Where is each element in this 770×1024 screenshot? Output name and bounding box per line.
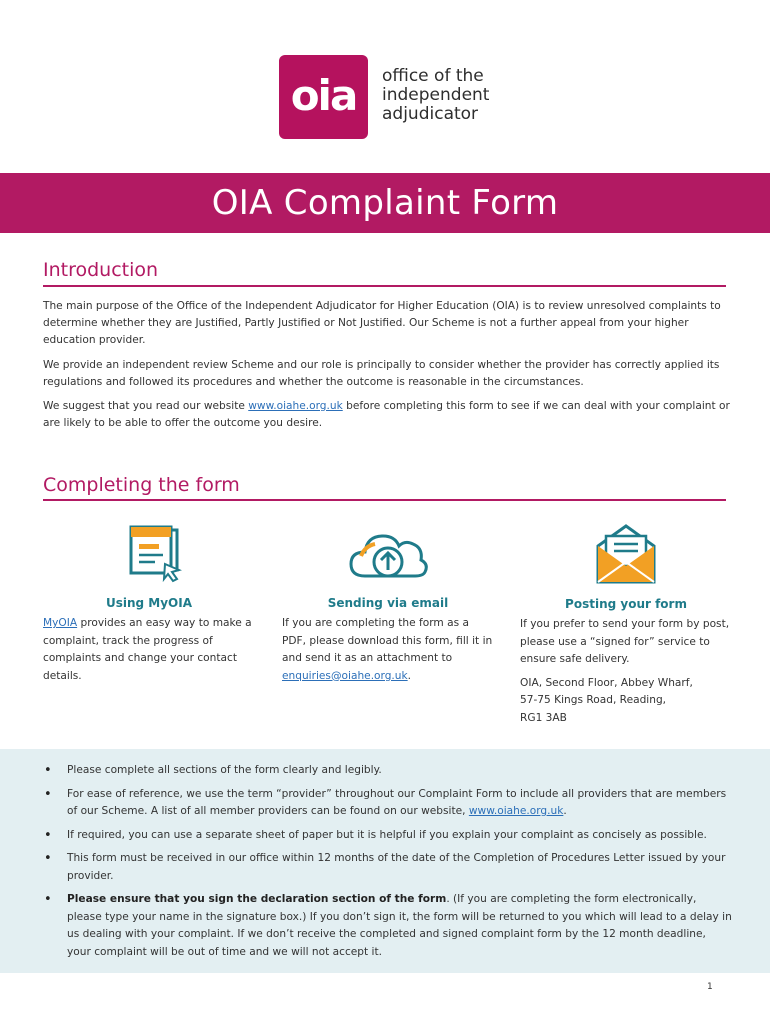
- intro-paragraph-3: We suggest that you read our website www.oiahe.org.uk before completing this form to see if we can deal with your complaint or are likely to be able to offer the outcome you desire.: [43, 400, 730, 429]
- posting-form-title: Posting your form: [565, 597, 687, 611]
- list-item: • Please complete all sections of the form clearly and legibly.: [43, 762, 733, 780]
- cloud-upload-icon: [282, 522, 494, 592]
- list-item: • For ease of reference, we use the term “provider” throughout our Complaint Form to include all providers that are members of our Scheme. A list of all member providers can be found on our website, www.oiahe.org.uk.: [43, 786, 733, 821]
- member-list-link[interactable]: www.oiahe.org.uk: [468, 805, 564, 817]
- column-myoia: [43, 522, 255, 685]
- sending-email-title: Sending via email: [327, 596, 449, 610]
- notes-list: [43, 762, 733, 967]
- list-item: • If required, you can use a separate sheet of paper but it is helpful if you explain your complaint as concisely as possible.: [43, 827, 733, 845]
- email-link[interactable]: enquiries@oiahe.org.uk: [282, 669, 408, 682]
- website-link[interactable]: www.oiahe.org.uk: [248, 400, 343, 412]
- notes-box: [0, 749, 770, 973]
- using-myoia-text: MyOIA provides an easy way to make a complaint, track the progress of complaints and change your contact details.: [43, 617, 252, 682]
- intro-paragraph-2: We provide an independent review Scheme and our role is principally to consider whether the provider has correctly applied its regulations and followed its procedures and whether the outcome is reasonable in the circumstances.: [43, 359, 720, 388]
- list-item: • This form must be received in our office within 12 months of the date of the Completion of Procedures Letter issued by your provider.: [43, 850, 733, 885]
- postal-address: OIA, Second Floor, Abbey Wharf, 57-75 Kings Road, Reading, RG1 3AB: [520, 676, 693, 724]
- introduction-rule: [43, 285, 726, 287]
- column-post: [520, 522, 732, 727]
- page-number: 1: [707, 982, 713, 992]
- intro-paragraph-1: The main purpose of the Office of the Independent Adjudicator for Higher Education (OIA) is to review unresolved complaints to determine whether they are Justified, Partly Justified or Not Justified. Our Scheme is not a further appeal from your higher education provider.: [43, 300, 721, 346]
- oia-logo: [279, 55, 489, 139]
- introduction-heading: Introduction: [43, 259, 159, 281]
- sending-email-text: If you are completing the form as a PDF, please download this form, fill it in and send it as an attachment to enquiries@oiahe.org.uk.: [282, 617, 493, 682]
- title-banner: [0, 173, 770, 233]
- computer-screen-icon: [43, 522, 255, 592]
- column-email: [282, 522, 494, 685]
- completing-rule: [43, 499, 726, 501]
- logo-mark: oia: [279, 55, 368, 139]
- logo-text: office of the independent adjudicator: [382, 66, 490, 124]
- envelope-letter-icon: [520, 522, 732, 592]
- page-title: OIA Complaint Form: [211, 183, 559, 223]
- list-item: • Please ensure that you sign the declaration section of the form. (If you are completing the form electronically, please type your name in the signature box.) If you don’t sign it, the form will be returned to you which will lead to a delay in us dealing with your complaint. If we don’t receive the completed and signed complaint form by the 12 month deadline, your complaint will be out of time and we will not accept it.: [43, 891, 733, 961]
- using-myoia-title: Using MyOIA: [105, 596, 193, 610]
- completing-heading: Completing the form: [43, 474, 240, 496]
- posting-form-text: If you prefer to send your form by post, please use a “signed for” service to ensure safe delivery.: [520, 618, 730, 665]
- myoia-link[interactable]: MyOIA: [43, 617, 78, 629]
